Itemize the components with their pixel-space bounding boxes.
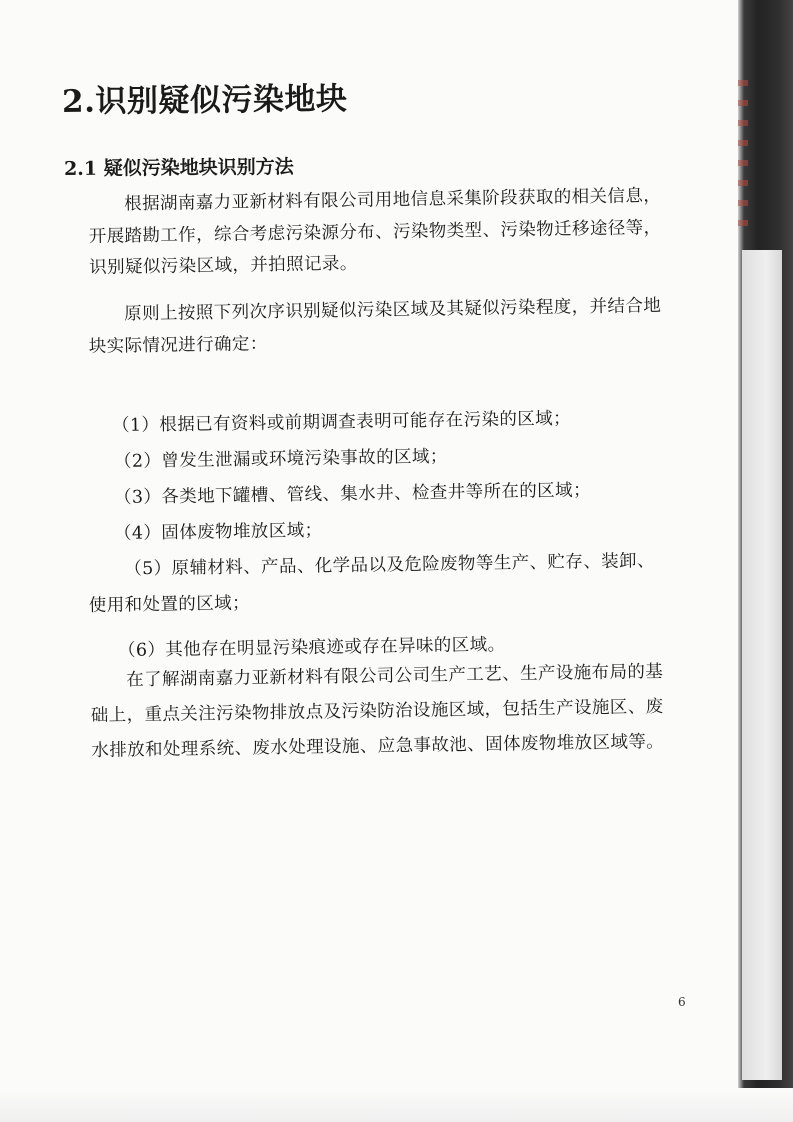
list-item-5 [88, 543, 671, 624]
list-item-5-text: （5）原辅材料、产品、化学品以及危险废物等生产、贮存、装卸、使用和处置的区域； [88, 551, 656, 616]
paragraph-focus-text: 在了解湖南嘉力亚新材料有限公司公司生产工艺、生产设施布局的基础上，重点关注污染物排放点及污染防治设施区域，包括生产设施区、废水排放和处理系统、废水处理设施、应急事故池、固体废物堆放区域等。 [90, 661, 665, 761]
paragraph-focus [90, 655, 674, 769]
paragraph-principle [88, 291, 669, 363]
list-item-3: （3）各类地下罐槽、管线、集水井、检查井等所在的区域； [113, 480, 592, 508]
list-item-4: （4）固体废物堆放区域； [113, 520, 323, 544]
page-number: 6 [678, 995, 686, 1009]
page-bottom-shadow [0, 1088, 793, 1122]
binding-edge-highlight [742, 250, 782, 1080]
binding-stamp-mark [738, 80, 748, 240]
list-item-1: （1）根据已有资料或前期调查表明可能存在污染的区域； [111, 408, 572, 436]
paragraph-intro-text: 根据湖南嘉力亚新材料有限公司用地信息采集阶段获取的相关信息，开展踏勘工作，综合考虑污染源分布、污染物类型、污染物迁移途径等，识别疑似污染区域，并拍照记录。 [88, 185, 662, 278]
subsection-heading: 2.1 疑似污染地块识别方法 [63, 155, 294, 180]
paragraph-intro [88, 181, 669, 285]
list-item-2: （2）曾发生泄漏或环境污染事故的区域； [113, 446, 448, 472]
section-heading: 2.识别疑似污染地块 [61, 81, 348, 120]
paragraph-principle-text: 原则上按照下列次序识别疑似污染区域及其疑似污染程度，并结合地块实际情况进行确定： [88, 295, 662, 357]
list-item-6: （6）其他存在明显污染痕迹或存在异味的区域。 [117, 634, 506, 661]
